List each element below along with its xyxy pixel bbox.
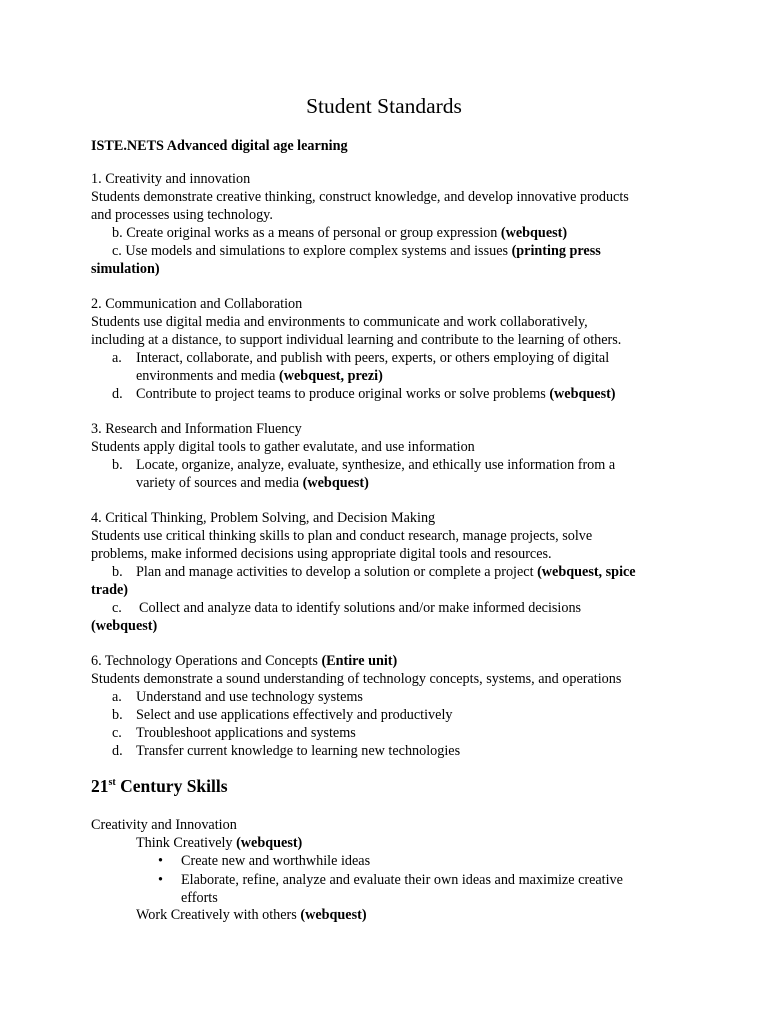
item-text: Plan and manage activities to develop a solution or complete a project <box>136 564 538 580</box>
section-subtitle: ISTE.NETS Advanced digital age learning <box>91 138 348 154</box>
section-6-heading <box>91 653 397 671</box>
section-4-description-line1: Students use critical thinking skills to plan and conduct research, manage projects, solve <box>91 528 593 544</box>
skills-category: Creativity and Innovation <box>91 817 237 833</box>
item-text: Contribute to project teams to produce original works or solve problems <box>136 386 550 402</box>
skill-tag: (webquest) <box>236 835 303 851</box>
section-6-item-text: Troubleshoot applications and systems <box>136 725 356 741</box>
item-tag: (webquest, spice <box>537 564 636 580</box>
section-6-item-label: b. <box>112 707 123 723</box>
item-text: b. Create original works as a means of personal or group expression <box>112 225 501 241</box>
section-1-description-line2: and processes using technology. <box>91 207 273 223</box>
section-1-heading: 1. Creativity and innovation <box>91 171 251 187</box>
section-2-item-a-line1: Interact, collaborate, and publish with peers, experts, or others employing of digital <box>136 350 610 366</box>
item-text: variety of sources and media <box>136 475 303 491</box>
item-tag: (printing press <box>511 243 601 259</box>
skill-tag: (webquest) <box>300 907 367 923</box>
section-2-heading: 2. Communication and Collaboration <box>91 296 303 312</box>
skills-bullet-item: Elaborate, refine, analyze and evaluate their own ideas and maximize creative <box>181 872 623 888</box>
section-2-item-a-label: a. <box>112 350 122 366</box>
section-4-description-line2: problems, make informed decisions using appropriate digital tools and resources. <box>91 546 552 562</box>
section-4-heading: 4. Critical Thinking, Problem Solving, and Decision Making <box>91 510 436 526</box>
item-tag: (webquest) <box>500 225 568 241</box>
item-tag: (webquest) <box>302 475 369 491</box>
section-3-description-line1: Students apply digital tools to gather evalutate, and use information <box>91 439 475 455</box>
item-tag: (webquest, prezi) <box>279 368 383 384</box>
section-4-item-c-label: c. <box>112 600 122 616</box>
section-6-item-label: c. <box>112 725 122 741</box>
section-1-item-c-tag-continued: simulation) <box>91 261 160 277</box>
heading-text: 6. Technology Operations and Concepts <box>91 653 322 669</box>
section-1-item-c <box>112 243 601 261</box>
bullet-icon: • <box>158 853 163 869</box>
heading-number: 21 <box>91 776 109 796</box>
bullet-icon: • <box>158 872 163 888</box>
section-4-item-b <box>136 564 636 582</box>
section-3-item-b-label: b. <box>112 457 123 473</box>
section-2-description-line1: Students use digital media and environments to communicate and work collaboratively, <box>91 314 588 330</box>
section-3-item-b-line2 <box>136 475 369 493</box>
section-6-description-line1: Students demonstrate a sound understanding of technology concepts, systems, and operations <box>91 671 622 687</box>
item-text: c. Use models and simulations to explore complex systems and issues <box>112 243 512 259</box>
section-4-item-b-label: b. <box>112 564 123 580</box>
section-2-item-a-line2 <box>136 368 383 386</box>
heading-ordinal: st <box>108 777 116 788</box>
skill-text: Work Creatively with others <box>136 907 301 923</box>
skills-bullet-item: Create new and worthwhile ideas <box>181 853 371 869</box>
section-4-item-c-tag: (webquest) <box>91 618 158 634</box>
section-6-item-text: Understand and use technology systems <box>136 689 363 705</box>
section-4-item-c: Collect and analyze data to identify solutions and/or make informed decisions <box>139 600 582 616</box>
section-3-item-b-line1: Locate, organize, analyze, evaluate, synthesize, and ethically use information from a <box>136 457 616 473</box>
section-1-description-line1: Students demonstrate creative thinking, construct knowledge, and develop innovative products <box>91 189 629 205</box>
item-tag: (webquest) <box>549 386 616 402</box>
heading-text: Century Skills <box>115 776 228 796</box>
page-title: Student Standards <box>306 94 462 118</box>
item-text: environments and media <box>136 368 280 384</box>
section-1-item-b <box>112 225 567 243</box>
section-3-heading: 3. Research and Information Fluency <box>91 421 302 437</box>
section-6-item-text: Transfer current knowledge to learning new technologies <box>136 743 461 759</box>
section-6-item-label: a. <box>112 689 122 705</box>
skill-text: Think Creatively <box>136 835 237 851</box>
section-6-item-text: Select and use applications effectively and productively <box>136 707 453 723</box>
section-6-item-label: d. <box>112 743 123 759</box>
skills-think-creatively <box>136 835 302 853</box>
skills-heading <box>91 775 228 797</box>
heading-tag: (Entire unit) <box>321 653 398 669</box>
skills-work-creatively <box>136 907 367 925</box>
section-2-item-d <box>136 386 616 404</box>
section-2-item-d-label: d. <box>112 386 123 402</box>
section-4-item-b-tag-continued: trade) <box>91 582 129 598</box>
section-2-description-line2: including at a distance, to support individual learning and contribute to the learning of others. <box>91 332 622 348</box>
skills-bullet-item-continued: efforts <box>181 890 218 906</box>
